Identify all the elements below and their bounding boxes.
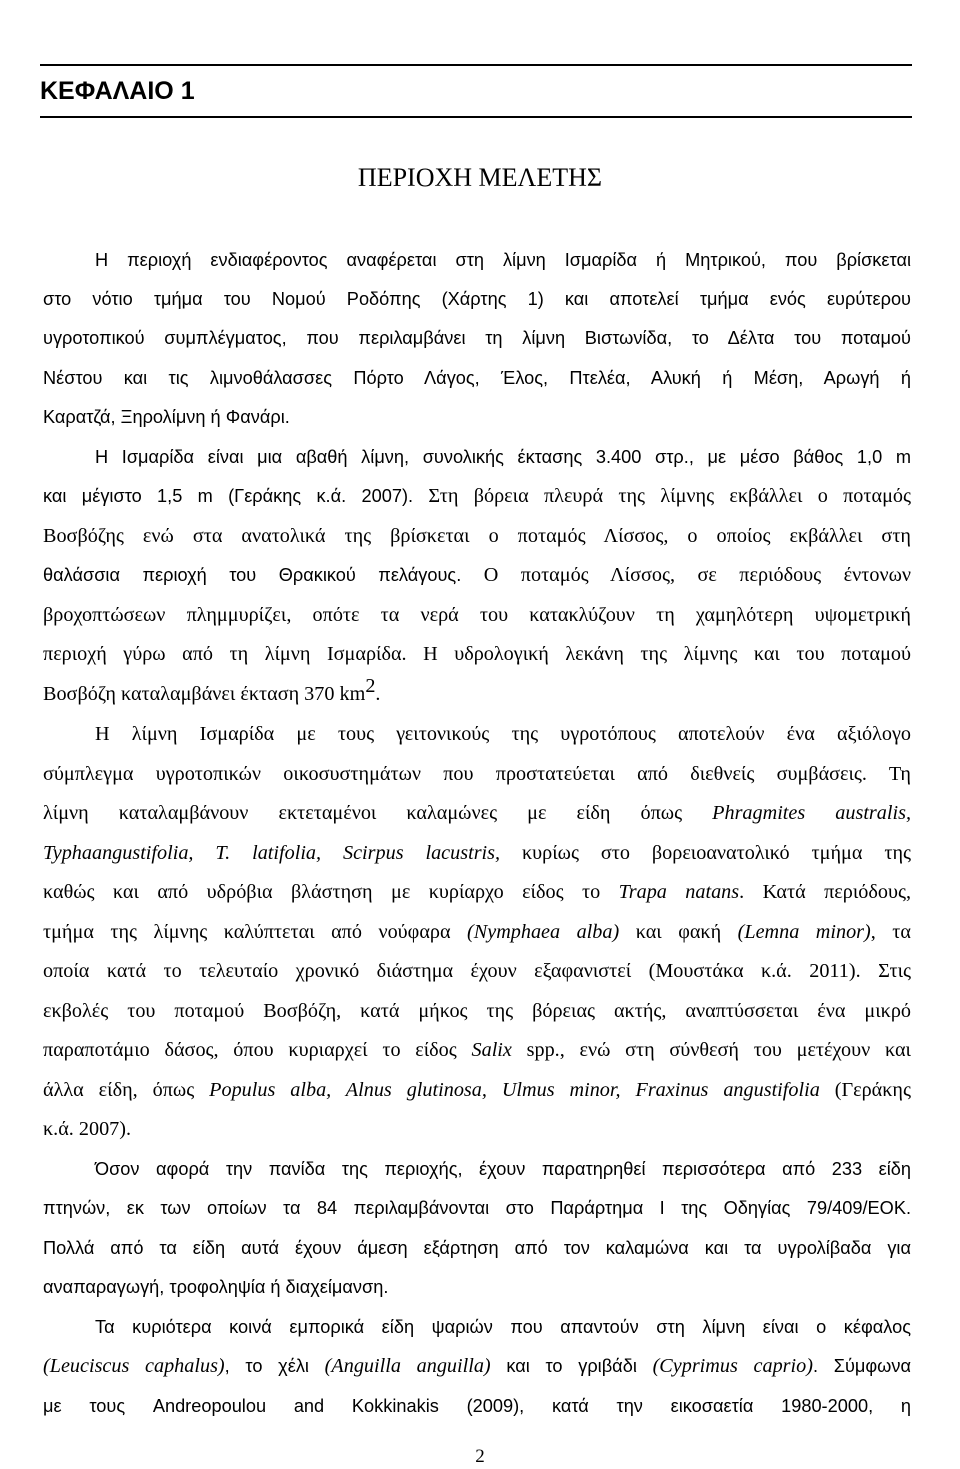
italic-species-name: Trapa natans — [618, 881, 740, 903]
text-segment: οποία κατά το τελευταίο χρονικό διάστημα έχουν εξαφανιστεί (Μουστάκα κ.ά. 2011). Στις — [43, 960, 911, 982]
text-segment: . Κατά περιόδους, — [739, 881, 912, 903]
text-line — [43, 801, 911, 826]
text-segment: . Σύμφωνα — [812, 1356, 911, 1376]
text-line — [43, 675, 911, 707]
text-segment: περιοχή γύρω από τη λίμνη Ισμαρίδα. Η υδρολογική λεκάνη της λίμνης και του ποταμού — [43, 643, 911, 665]
text-line — [43, 366, 911, 391]
text-line — [43, 841, 911, 866]
text-line — [43, 1394, 911, 1419]
text-line — [43, 1078, 911, 1103]
text-segment: λίμνη καταλαμβάνουν εκτεταμένοι καλαμώνες με είδη όπως — [43, 802, 713, 824]
text-line — [95, 1157, 911, 1182]
text-segment: καθώς και από υδρόβια βλάστηση με κυρίαρχο είδος το — [43, 881, 619, 903]
text-line — [43, 484, 911, 509]
text-segment: παραποτάμιο δάσος, όπου κυριαρχεί το είδος — [43, 1039, 472, 1061]
text-segment: στο νότιο τμήμα του Νομού Ροδόπης (Χάρτης 1) και αποτελεί τμήμα ενός ευρύτερου — [43, 289, 911, 309]
text-line — [43, 880, 911, 905]
text-segment: αναπαραγωγή, τροφοληψία ή διαχείμανση. — [43, 1277, 389, 1297]
italic-species-name: Phragmites australis, — [712, 802, 911, 824]
text-segment: Όσον αφορά την πανίδα της περιοχής, έχουν παρατηρηθεί περισσότερα από 233 είδη — [95, 1159, 911, 1179]
text-line — [43, 999, 911, 1024]
text-line — [95, 248, 911, 273]
text-segment: κυρίως στο βορειοανατολικό τμήμα της — [500, 842, 912, 864]
text-line — [43, 762, 911, 787]
text-segment: Πολλά από τα είδη αυτά έχουν άμεση εξάρτηση από τον καλαμώνα και τα υγρολίβαδα για — [43, 1238, 911, 1258]
text-segment: υγροτοπικού συμπλέγματος, που περιλαμβάνει τη λίμνη Βιστωνίδα, το Δέλτα του ποταμού — [43, 328, 911, 348]
text-line — [43, 1117, 911, 1142]
text-line — [43, 524, 911, 549]
italic-species-name: (Nymphaea alba) — [467, 921, 620, 943]
text-segment: . — [375, 683, 381, 705]
text-segment: Ο ποταμός Λίσσος, σε περιόδους έντονων — [483, 564, 911, 586]
text-segment: και φακή — [619, 921, 738, 943]
text-segment: Η περιοχή ενδιαφέροντος αναφέρεται στη λίμνη Ισμαρίδα ή Μητρικού, που βρίσκεται — [95, 250, 911, 270]
text-segment: Νέστου και τις λιμνοθάλασσες Πόρτο Λάγος, Έλος, Πτελέα, Αλυκή ή Μέση, Αρωγή ή — [43, 368, 911, 388]
text-segment: Βοσβόζης ενώ στα ανατολικά της βρίσκεται ο ποταμός Λίσσος, ο οποίος εκβάλλει στη — [43, 525, 911, 547]
text-line — [43, 959, 911, 984]
text-segment: Τα κυριότερα κοινά εμπορικά είδη ψαριών που απαντούν στη λίμνη είναι ο κέφαλος — [95, 1317, 911, 1337]
text-segment: Στη βόρεια πλευρά της λίμνης εκβάλλει ο ποταμός — [428, 485, 911, 507]
section-title: ΠΕΡΙΟΧΗ ΜΕΛΕΤΗΣ — [357, 163, 603, 192]
text-segment: Καρατζά, Ξηρολίμνη ή Φανάρι. — [43, 407, 290, 427]
text-segment: και το γριβάδι — [490, 1356, 653, 1376]
text-line — [43, 1196, 911, 1221]
text-segment: spp., ενώ στη σύνθεσή του μετέχουν και — [511, 1039, 911, 1061]
italic-species-name: (Lemna minor) — [737, 921, 871, 943]
text-segment: κ.ά. 2007). — [43, 1118, 132, 1140]
text-line — [43, 1038, 911, 1063]
chapter-heading: ΚΕΦΑΛΑΙΟ 1 — [40, 64, 912, 118]
text-segment: θαλάσσια περιοχή του Θρακικού πελάγους. — [43, 565, 484, 585]
italic-species-name: Typhaangustifolia, T. latifolia, Scirpus lacustris, — [43, 842, 501, 864]
text-line — [95, 722, 911, 747]
text-line — [95, 1315, 911, 1340]
text-line — [43, 642, 911, 667]
text-line — [43, 405, 911, 430]
text-segment: , τα — [870, 921, 911, 943]
text-segment: Η Ισμαρίδα είναι μια αβαθή λίμνη, συνολικής έκτασης 3.400 στρ., με μέσο βάθος 1,0 m — [95, 447, 911, 467]
text-segment: βροχοπτώσεων πλημμυρίζει, οπότε τα νερά του κατακλύζουν τη χαμηλότερη υψομετρική — [43, 604, 911, 626]
text-line — [43, 920, 911, 945]
text-segment: και μέγιστο 1,5 m (Γεράκης κ.ά. 2007). — [43, 486, 429, 506]
text-segment: , το χέλι — [224, 1356, 325, 1376]
page-number: 2 — [475, 1446, 485, 1467]
text-line — [43, 603, 911, 628]
text-line — [43, 287, 911, 312]
italic-species-name: (Anguilla anguilla) — [324, 1355, 491, 1377]
italic-species-name: (Cyprimus caprio) — [652, 1355, 813, 1377]
text-segment: Βοσβόζη καταλαμβάνει έκταση 370 km — [43, 683, 366, 705]
text-segment: σύμπλεγμα υγροτοπικών οικοσυστημάτων που προστατεύεται από διεθνείς συμβάσεις. Τη — [43, 763, 911, 785]
superscript: 2 — [365, 675, 376, 697]
text-line — [95, 445, 911, 470]
italic-species-name: Populus alba, Alnus glutinosa, Ulmus minor, Fraxinus angustifolia — [209, 1079, 820, 1101]
text-line — [43, 1275, 911, 1300]
text-line — [43, 326, 911, 351]
text-line — [43, 563, 911, 588]
text-segment: με τους Andreopoulou and Kokkinakis (2009), κατά την εικοσαετία 1980-2000, η — [43, 1396, 911, 1416]
italic-species-name: Salix — [471, 1039, 512, 1061]
text-segment: πτηνών, εκ των οποίων τα 84 περιλαμβάνονται στο Παράρτημα Ι της Οδηγίας 79/409/ΕΟΚ. — [43, 1198, 911, 1218]
text-segment: (Γεράκης — [819, 1079, 911, 1101]
text-segment: εκβολές του ποταμού Βοσβόζη, κατά μήκος της βόρειας ακτής, αναπτύσσεται ένα μικρό — [43, 1000, 911, 1022]
italic-species-name: (Leuciscus caphalus) — [43, 1355, 225, 1377]
text-line — [43, 1354, 911, 1379]
text-segment: Η λίμνη Ισμαρίδα με τους γειτονικούς της υγροτόπους αποτελούν ένα αξιόλογο — [95, 723, 911, 745]
text-line — [43, 1236, 911, 1261]
text-segment: άλλα είδη, όπως — [43, 1079, 210, 1101]
text-segment: τμήμα της λίμνης καλύπτεται από νούφαρα — [43, 921, 468, 943]
